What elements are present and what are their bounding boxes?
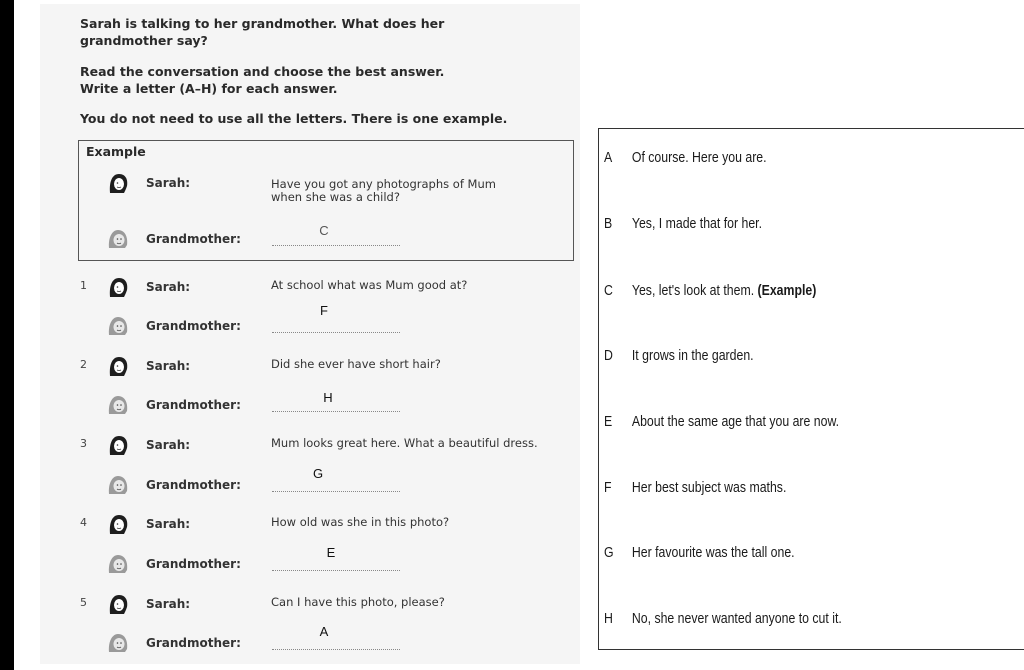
example-sarah-text-line-1: Have you got any photographs of Mum: [271, 177, 496, 191]
question-2-grandmother-label: Grandmother:: [146, 398, 241, 412]
question-1-number: 1: [80, 279, 87, 292]
option-f-letter: F: [604, 479, 612, 496]
option-e-letter: E: [604, 413, 613, 430]
example-answer-line: [272, 245, 400, 246]
question-instruction-line-1: Sarah is talking to her grandmother. What does her: [80, 16, 445, 31]
sarah-face-icon: [107, 276, 129, 298]
question-5-answer-line[interactable]: [272, 649, 400, 650]
question-2-grandmother-row: [0, 390, 590, 416]
option-c-text: Yes, let's look at them.: [631, 282, 755, 299]
example-answer: C: [319, 223, 329, 238]
question-instruction-line-2: grandmother say?: [80, 33, 208, 48]
option-d: [604, 347, 754, 364]
question-2-answer[interactable]: H: [323, 390, 333, 405]
question-1-answer-line[interactable]: [272, 332, 400, 333]
question-instruction: [80, 15, 444, 49]
option-e: [604, 413, 839, 430]
question-1-sarah-row: [0, 276, 590, 298]
option-b: [604, 215, 762, 232]
example-grandmother-row: [0, 223, 590, 250]
question-1-grandmother-row: [0, 303, 590, 337]
example-grandmother-label: Grandmother:: [146, 232, 241, 246]
question-4-number: 4: [80, 516, 87, 529]
grandmother-face-icon: [107, 553, 129, 575]
note-instruction: [80, 110, 507, 127]
option-b-letter: B: [604, 215, 613, 232]
question-4-grandmother-label: Grandmother:: [146, 557, 241, 571]
question-3-sarah-text: Mum looks great here. What a beautiful dress.: [271, 436, 538, 450]
read-instruction: [80, 63, 444, 97]
option-g: [604, 544, 795, 561]
sarah-face-icon: [107, 593, 129, 615]
option-f: [604, 479, 786, 496]
question-4-sarah-text: How old was she in this photo?: [271, 515, 450, 529]
question-1-sarah-text: At school what was Mum good at?: [271, 278, 468, 292]
grandmother-face-icon: [107, 394, 129, 416]
grandmother-face-icon: [107, 474, 129, 496]
question-3-grandmother-row: [0, 466, 590, 496]
sarah-face-icon: [107, 172, 129, 194]
question-1-grandmother-label: Grandmother:: [146, 319, 241, 333]
option-g-letter: G: [604, 544, 614, 561]
option-a: [604, 149, 767, 166]
question-2-sarah-row: [0, 355, 590, 377]
question-4-sarah-label: Sarah:: [146, 517, 191, 531]
example-title: Example: [86, 144, 146, 159]
question-4-answer-line[interactable]: [272, 570, 400, 571]
question-5-number: 5: [80, 596, 87, 609]
question-4-sarah-row: [0, 513, 590, 535]
option-h: [604, 610, 842, 627]
question-3-answer[interactable]: G: [312, 466, 324, 481]
question-4-answer[interactable]: E: [326, 545, 336, 560]
question-1-sarah-label: Sarah:: [146, 280, 191, 294]
question-3-sarah-label: Sarah:: [146, 438, 191, 452]
option-g-text: Her favourite was the tall one.: [631, 544, 795, 561]
option-c-letter: C: [604, 282, 613, 299]
question-4-grandmother-row: [0, 545, 590, 575]
option-d-text: It grows in the garden.: [631, 347, 754, 364]
read-instruction-line-2: Write a letter (A–H) for each answer.: [80, 81, 338, 96]
question-2-number: 2: [80, 358, 87, 371]
question-5-answer[interactable]: A: [319, 624, 329, 639]
option-f-text: Her best subject was maths.: [631, 479, 787, 496]
grandmother-face-icon: [107, 228, 129, 250]
example-sarah-text: [271, 178, 571, 204]
question-5-sarah-row: [0, 593, 590, 615]
option-a-text: Of course. Here you are.: [631, 149, 767, 166]
example-sarah-text-line-2: when she was a child?: [271, 190, 400, 204]
question-5-sarah-label: Sarah:: [146, 597, 191, 611]
question-3-number: 3: [80, 437, 87, 450]
note-instruction-text: You do not need to use all the letters. There is one example.: [80, 111, 508, 126]
question-3-answer-line[interactable]: [272, 491, 400, 492]
option-c-example-tag: (Example): [757, 282, 817, 299]
answer-options-box: [598, 128, 1024, 650]
example-sarah-label: Sarah:: [146, 176, 191, 190]
question-2-answer-line[interactable]: [272, 411, 400, 412]
sarah-face-icon: [107, 434, 129, 456]
sarah-face-icon: [107, 513, 129, 535]
sarah-face-icon: [107, 355, 129, 377]
question-1-answer[interactable]: F: [320, 303, 328, 318]
option-h-text: No, she never wanted anyone to cut it.: [631, 610, 842, 627]
grandmother-face-icon: [107, 315, 129, 337]
option-e-text: About the same age that you are now.: [631, 413, 840, 430]
option-b-text: Yes, I made that for her.: [631, 215, 763, 232]
question-3-sarah-row: [0, 434, 590, 456]
option-h-letter: H: [604, 610, 613, 627]
grandmother-face-icon: [107, 632, 129, 654]
question-5-grandmother-row: [0, 624, 590, 654]
option-d-letter: D: [604, 347, 613, 364]
example-sarah-row: [0, 172, 590, 204]
option-c: [604, 282, 816, 299]
question-5-grandmother-label: Grandmother:: [146, 636, 241, 650]
question-5-sarah-text: Can I have this photo, please?: [271, 595, 445, 609]
read-instruction-line-1: Read the conversation and choose the best answer.: [80, 64, 445, 79]
question-2-sarah-text: Did she ever have short hair?: [271, 357, 441, 371]
question-3-grandmother-label: Grandmother:: [146, 478, 241, 492]
question-2-sarah-label: Sarah:: [146, 359, 191, 373]
option-a-letter: A: [604, 149, 613, 166]
